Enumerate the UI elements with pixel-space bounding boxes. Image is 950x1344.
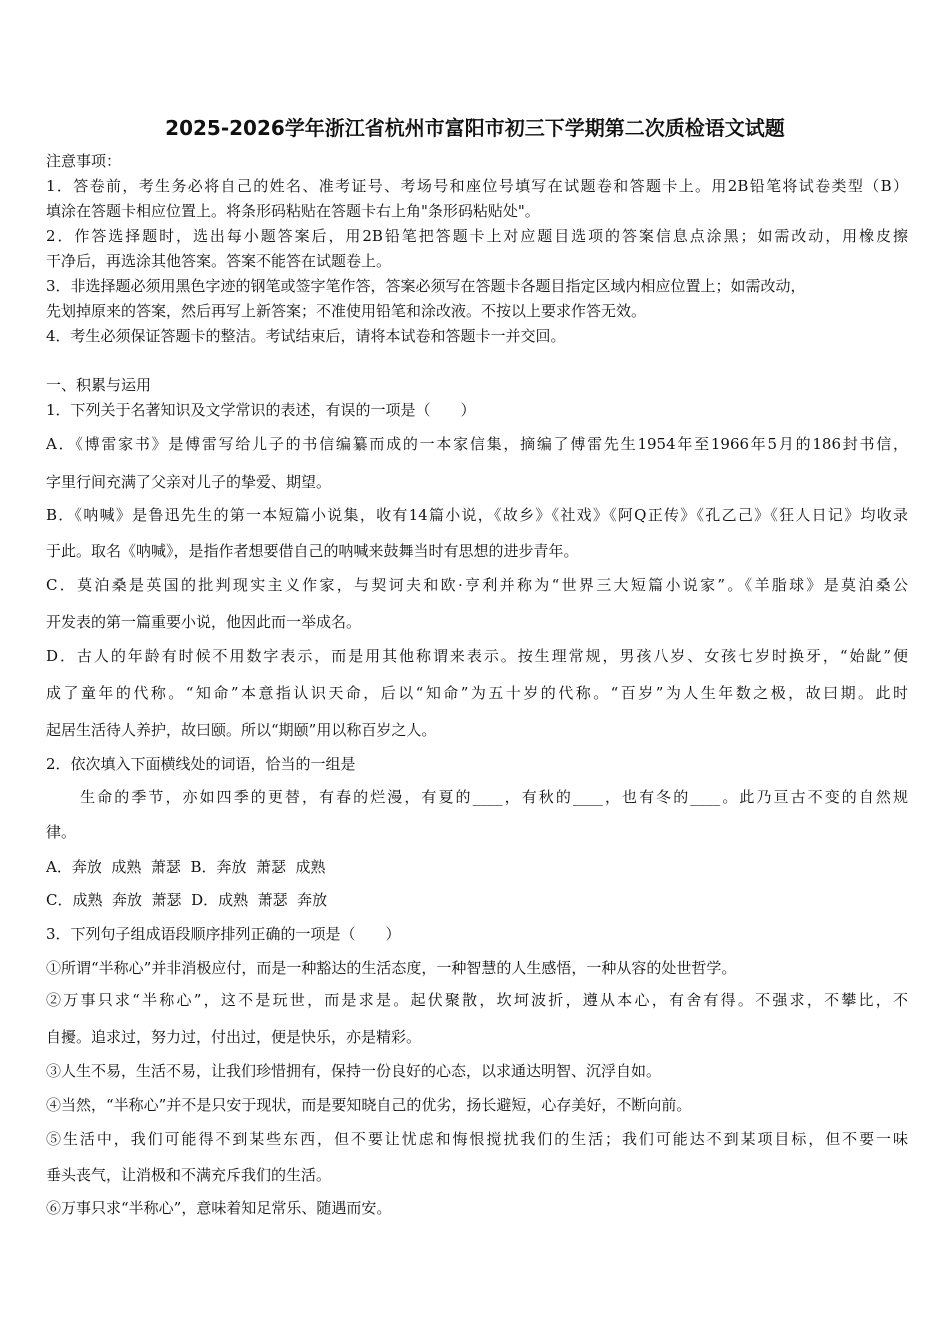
q1-option-c: C．莫泊桑是英国的批判现实主义作家，与契诃夫和欧·亨利并称为“世界三大短篇小说家”。《羊脂球》是莫泊桑公: [46, 576, 908, 594]
q2-stem: 2．依次填入下面横线处的词语，恰当的一组是: [46, 755, 356, 773]
notice-heading: 注意事项：: [46, 152, 122, 170]
notice-line: 2．作答选择题时，选出每小题答案后，用2B铅笔把答题卡上对应题目选项的答案信息点涂黑；如需改动，用橡皮擦: [46, 227, 908, 245]
q3-sentence-5: 垂头丧气，让消极和不满充斥我们的生活。: [46, 1166, 332, 1184]
q1-option-b: B．《呐喊》是鲁迅先生的第一本短篇小说集，收有14篇小说，《故乡》《社戏》《阿Q正传》《孔乙己》《狂人日记》均收录: [46, 506, 908, 524]
exam-title: 2025-2026学年浙江省杭州市富阳市初三下学期第二次质检语文试题: [165, 116, 785, 140]
q3-sentence-5: ⑤生活中，我们可能得不到某些东西，但不要让忧虑和悔恨搅扰我们的生活；我们可能达不到某项目标，但不要一味: [46, 1130, 908, 1148]
q2-options-ab: A．奔放 成熟 萧瑟 B．奔放 萧瑟 成熟: [46, 858, 326, 876]
q1-option-c: 开发表的第一篇重要小说，他因此而一举成名。: [46, 613, 362, 631]
q3-sentence-4: ④当然，“半称心”并不是只安于现状，而是要知晓自己的优劣，扬长避短，心存美好，不断向前。: [46, 1096, 692, 1114]
q1-option-b: 于此。取名《呐喊》，是指作者想要借自己的呐喊来鼓舞当时有思想的进步青年。: [46, 542, 579, 560]
notice-line: 填涂在答题卡相应位置上。将条形码粘贴在答题卡右上角"条形码粘贴处"。: [46, 202, 540, 220]
q3-sentence-1: ①所谓“半称心”并非消极应付，而是一种豁达的生活态度，一种智慧的人生感悟，一种从容的处世哲学。: [46, 959, 737, 977]
q2-options-cd: C．成熟 奔放 萧瑟 D．成熟 萧瑟 奔放: [46, 891, 328, 909]
section-heading: 一、积累与运用: [46, 376, 152, 394]
q1-stem: 1．下列关于名著知识及文学常识的表述，有误的一项是（ ）: [46, 401, 476, 419]
q2-passage: 生命的季节，亦如四季的更替，有春的烂漫，有夏的____，有秋的____，也有冬的____。此乃亘古不变的自然规: [46, 788, 908, 806]
q1-option-d: 成了童年的代称。“知命”本意指认识天命，后以“知命”为五十岁的代称。“百岁”为人生年数之极，故曰期。此时: [46, 684, 908, 702]
q1-option-a: A．《博雷家书》是傅雷写给儿子的书信编纂而成的一本家信集，摘编了傅雷先生1954年至1966年5月的186封书信，: [46, 435, 908, 453]
notice-line: 干净后，再选涂其他答案。答案不能答在试题卷上。: [46, 252, 392, 270]
q3-sentence-2: ②万事只求“半称心”，这不是玩世，而是求是。起伏聚散，坎坷波折，遵从本心，有舍有得。不强求，不攀比，不: [46, 991, 908, 1009]
q3-sentence-3: ③人生不易，生活不易，让我们珍惜拥有，保持一份良好的心态，以求通达明智、沉浮自如。: [46, 1062, 662, 1080]
q1-option-d: D．古人的年龄有时候不用数字表示，而是用其他称谓来表示。按生理常规，男孩八岁、女孩七岁时换牙，“始龀”便: [46, 647, 908, 665]
q1-option-a: 字里行间充满了父亲对儿子的挚爱、期望。: [46, 473, 332, 491]
notice-line: 1．答卷前，考生务必将自己的姓名、准考证号、考场号和座位号填写在试题卷和答题卡上。用2B铅笔将试卷类型（B）: [46, 177, 908, 195]
q2-passage: 律。: [46, 823, 77, 841]
q3-sentence-6: ⑥万事只求“半称心”，意味着知足常乐、随遇而安。: [46, 1199, 392, 1217]
q1-option-d: 起居生活待人养护，故曰颐。所以“期颐”用以称百岁之人。: [46, 721, 437, 739]
notice-line: 4．考生必须保证答题卡的整洁。考试结束后，请将本试卷和答题卡一并交回。: [46, 327, 566, 345]
notice-line: 3．非选择题必须用黑色字迹的钢笔或签字笔作答，答案必须写在答题卡各题目指定区域内相应位置上；如需改动，: [46, 277, 806, 295]
notice-line: 先划掉原来的答案，然后再写上新答案；不准使用铅笔和涂改液。不按以上要求作答无效。: [46, 302, 647, 320]
q3-sentence-2: 自擾。追求过，努力过，付出过，便是快乐，亦是精彩。: [46, 1028, 422, 1046]
q3-stem: 3．下列句子组成语段顺序排列正确的一项是（ ）: [46, 925, 401, 943]
